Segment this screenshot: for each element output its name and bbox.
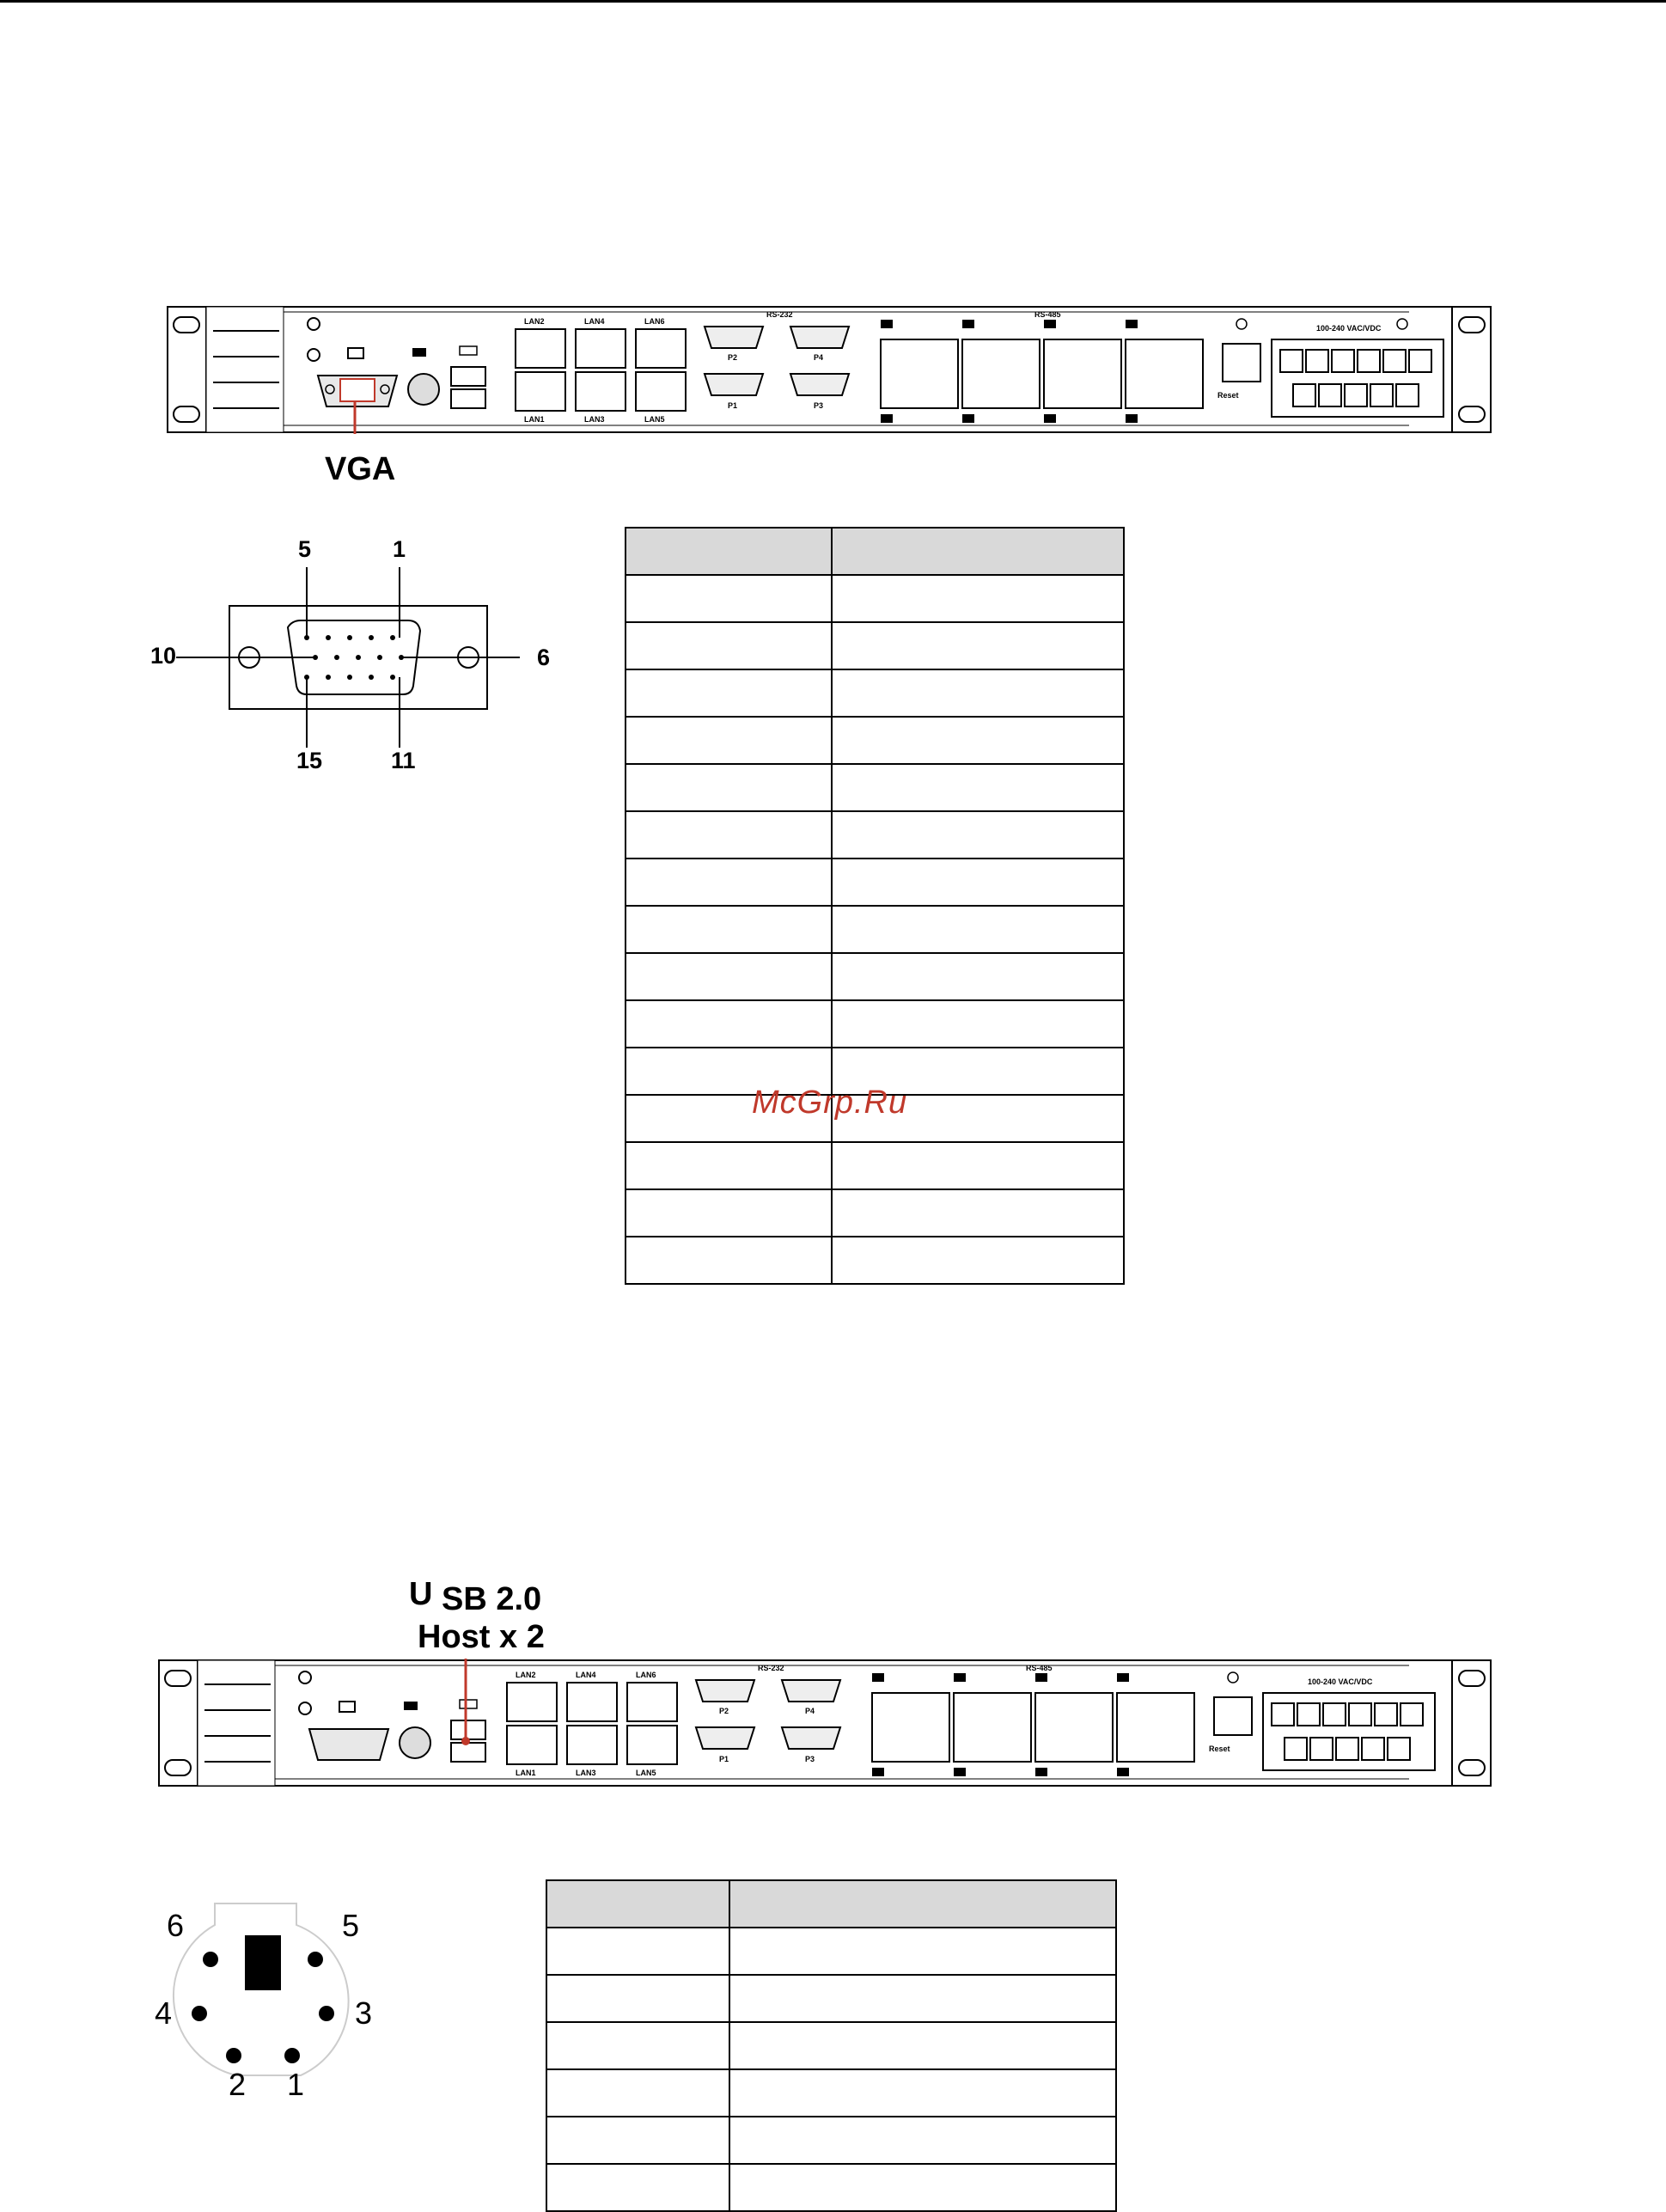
- table-cell: [832, 575, 1124, 622]
- front-panel-drawing: [155, 305, 1504, 434]
- serial-label: P1: [719, 1755, 729, 1763]
- table-cell: [729, 1928, 1116, 1975]
- front-panel-drawing: [155, 1659, 1504, 1787]
- lan-label: LAN4: [584, 317, 605, 326]
- usb-callout-prefix: U: [409, 1576, 433, 1612]
- table-cell: [626, 622, 832, 669]
- lan-label: LAN2: [524, 317, 545, 326]
- table-cell: [626, 906, 832, 953]
- rs485-label: RS-485: [1034, 310, 1061, 319]
- lan-label: LAN1: [516, 1769, 536, 1777]
- lan-label: LAN4: [576, 1671, 596, 1679]
- table-row: [626, 717, 1124, 764]
- table-cell: [729, 1880, 1116, 1928]
- table-row: [546, 2022, 1116, 2069]
- rs485-label: RS-485: [1026, 1664, 1053, 1672]
- usb-callout-line1: [409, 1576, 545, 1619]
- table-cell: [832, 669, 1124, 717]
- table-cell: [626, 717, 832, 764]
- table-row: [546, 1975, 1116, 2022]
- table-cell: [832, 1189, 1124, 1237]
- table-cell: [832, 906, 1124, 953]
- table-row: [626, 811, 1124, 859]
- table-header-row: [546, 1880, 1116, 1928]
- table-row: [626, 1000, 1124, 1048]
- table-row: [626, 764, 1124, 811]
- table-cell: [546, 2164, 729, 2211]
- lan-label: LAN6: [636, 1671, 656, 1679]
- vga-pin-table: [625, 527, 1125, 1285]
- ps2-pin-6-label: 6: [167, 1908, 185, 1943]
- ps2-pinout-diagram: [155, 1891, 387, 2102]
- top-rule: [0, 0, 1666, 3]
- watermark: McGrp.Ru: [752, 1085, 908, 1121]
- usb-callout-rest: SB 2.0: [442, 1581, 542, 1617]
- power-label: 100-240 VAC/VDC: [1316, 324, 1382, 333]
- lan-label: LAN1: [524, 415, 545, 424]
- table-cell: [626, 859, 832, 906]
- table-cell: [626, 528, 832, 575]
- table-row: [546, 1928, 1116, 1975]
- lan-label: LAN3: [584, 415, 605, 424]
- table-cell: [832, 1142, 1124, 1189]
- table-cell: [832, 528, 1124, 575]
- serial-label: P3: [814, 401, 824, 410]
- table-cell: [546, 1880, 729, 1928]
- front-panel-vga: [155, 305, 1504, 434]
- table-cell: [832, 953, 1124, 1000]
- vga-connector-drawing: [150, 541, 563, 782]
- front-panel-usb: [155, 1659, 1504, 1787]
- vga-pin-10-label: 10: [150, 643, 177, 669]
- reset-label: Reset: [1217, 391, 1239, 400]
- vga-pin-1-label: 1: [393, 536, 406, 562]
- usb-callout-line2: Host x 2: [418, 1618, 545, 1655]
- table-cell: [832, 1000, 1124, 1048]
- lan-label: LAN2: [516, 1671, 536, 1679]
- ps2-pin-3-label: 3: [355, 1995, 373, 2031]
- table-cell: [832, 859, 1124, 906]
- table-cell: [626, 811, 832, 859]
- vga-pin-11-label: 11: [391, 748, 416, 773]
- serial-label: P4: [805, 1707, 815, 1715]
- serial-label: P2: [719, 1707, 729, 1715]
- lan-label: LAN5: [636, 1769, 656, 1777]
- table-row: [626, 575, 1124, 622]
- table-cell: [729, 2022, 1116, 2069]
- table-cell: [626, 1189, 832, 1237]
- rs232-label: RS-232: [758, 1664, 784, 1672]
- ps2-pin-5-label: 5: [342, 1908, 360, 1943]
- vga-pin-5-label: 5: [298, 536, 312, 562]
- table-row: [546, 2117, 1116, 2164]
- table-cell: [626, 1142, 832, 1189]
- table-row: [626, 1237, 1124, 1284]
- table-cell: [626, 669, 832, 717]
- serial-label: P2: [728, 353, 738, 362]
- table-cell: [832, 717, 1124, 764]
- table-cell: [729, 1975, 1116, 2022]
- vga-callout: [325, 451, 395, 489]
- table-cell: [626, 764, 832, 811]
- table-cell: [546, 1975, 729, 2022]
- ps2-pin-4-label: 4: [155, 1995, 173, 2031]
- table-cell: [626, 1000, 832, 1048]
- table-header-row: [626, 528, 1124, 575]
- table-cell: [729, 2164, 1116, 2211]
- table-row: [626, 1189, 1124, 1237]
- table-cell: [626, 575, 832, 622]
- usb-callout: [409, 1576, 545, 1656]
- reset-label: Reset: [1209, 1745, 1230, 1753]
- table-cell: [546, 2022, 729, 2069]
- table-cell: [626, 1237, 832, 1284]
- power-label: 100-240 VAC/VDC: [1308, 1677, 1373, 1686]
- table-row: [626, 859, 1124, 906]
- lan-label: LAN3: [576, 1769, 596, 1777]
- vga-callout-rest: GA: [346, 451, 396, 487]
- table-row: [626, 622, 1124, 669]
- table-cell: [546, 2069, 729, 2117]
- table-cell: [546, 1928, 729, 1975]
- table-row: [626, 906, 1124, 953]
- table-row: [546, 2069, 1116, 2117]
- table-row: [626, 953, 1124, 1000]
- table-row: [546, 2164, 1116, 2211]
- vga-pin-15-label: 15: [296, 748, 323, 773]
- table-cell: [626, 953, 832, 1000]
- table-cell: [832, 1237, 1124, 1284]
- table-cell: [832, 811, 1124, 859]
- vga-callout-prefix: V: [325, 451, 347, 487]
- table-cell: [729, 2117, 1116, 2164]
- ps2-pin-2-label: 2: [229, 2067, 247, 2102]
- lan-label: LAN5: [644, 415, 665, 424]
- table-cell: [546, 2117, 729, 2164]
- table-cell: [832, 622, 1124, 669]
- vga-pin-6-label: 6: [537, 645, 551, 670]
- table-cell: [729, 2069, 1116, 2117]
- rs232-label: RS-232: [766, 310, 793, 319]
- table-cell: [832, 764, 1124, 811]
- table-row: [626, 669, 1124, 717]
- table-row: [626, 1142, 1124, 1189]
- lan-label: LAN6: [644, 317, 665, 326]
- serial-label: P3: [805, 1755, 815, 1763]
- ps2-pin-1-label: 1: [287, 2067, 305, 2102]
- serial-label: P4: [814, 353, 824, 362]
- vga-pinout-diagram: [150, 536, 563, 782]
- serial-label: P1: [728, 401, 738, 410]
- ps2-pin-table: [546, 1879, 1117, 2212]
